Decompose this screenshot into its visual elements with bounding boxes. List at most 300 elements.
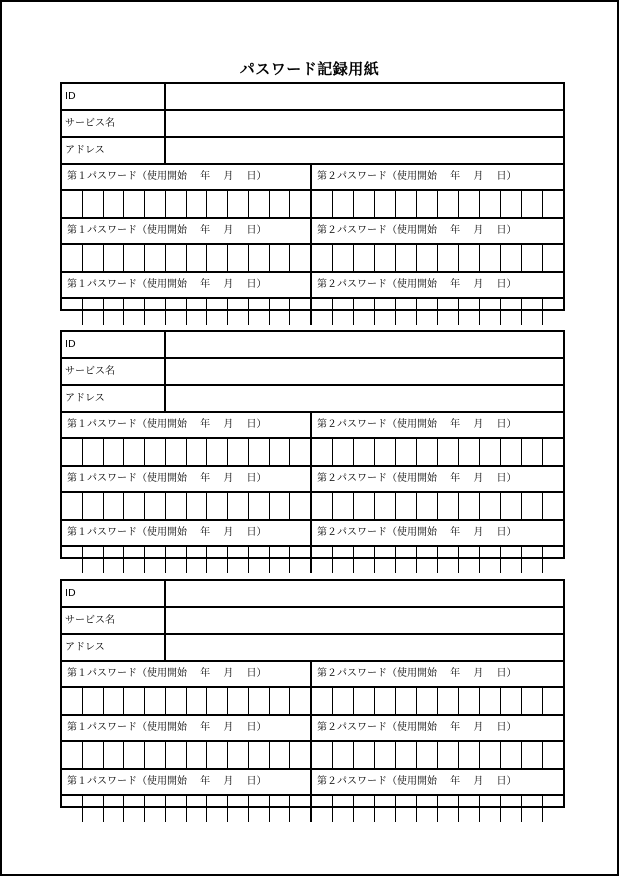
password-char-box[interactable] (249, 796, 270, 822)
password-char-box[interactable] (417, 547, 438, 573)
password-char-box[interactable] (396, 493, 417, 519)
password2-cells (312, 547, 563, 573)
password-char-box[interactable] (501, 245, 522, 271)
password-char-box[interactable] (249, 439, 270, 465)
password1-label: 第１パスワード（使用開始 年 月 日） (62, 219, 312, 243)
password2-cells (312, 299, 563, 325)
password-char-box[interactable] (438, 299, 459, 325)
password-char-box[interactable] (417, 688, 438, 714)
id-label: ID (62, 581, 166, 606)
password-char-box[interactable] (166, 245, 187, 271)
password-char-box[interactable] (62, 245, 83, 271)
password-char-box[interactable] (522, 439, 543, 465)
password-char-box[interactable] (459, 439, 480, 465)
password-char-box[interactable] (207, 245, 228, 271)
address-row (62, 138, 563, 163)
password2-cells (312, 191, 563, 217)
password-char-box[interactable] (354, 688, 375, 714)
password-char-box[interactable] (396, 299, 417, 325)
password-char-box[interactable] (124, 493, 145, 519)
password-char-box[interactable] (145, 439, 166, 465)
password-label-row (62, 521, 563, 545)
password-char-box[interactable] (459, 191, 480, 217)
password-char-box[interactable] (228, 299, 249, 325)
password-char-box[interactable] (270, 688, 291, 714)
password-char-box[interactable] (145, 191, 166, 217)
password2-label: 第２パスワード（使用開始 年 月 日） (317, 171, 517, 182)
password-char-box[interactable] (290, 191, 310, 217)
password1-cells (62, 245, 312, 271)
password-char-box[interactable] (207, 191, 228, 217)
password-char-box[interactable] (228, 493, 249, 519)
password-char-box[interactable] (522, 493, 543, 519)
password-char-box[interactable] (83, 191, 104, 217)
password-char-box[interactable] (62, 439, 83, 465)
password-char-box[interactable] (543, 742, 563, 768)
password-char-box[interactable] (83, 688, 104, 714)
password-cells-row (62, 299, 563, 325)
password1-label: 第１パスワード（使用開始 年 月 日） (62, 165, 312, 189)
password-char-box[interactable] (501, 299, 522, 325)
service-field[interactable] (166, 608, 563, 633)
password-char-box[interactable] (228, 547, 249, 573)
password-char-box[interactable] (207, 299, 228, 325)
password-char-box[interactable] (187, 796, 208, 822)
password-char-box[interactable] (459, 245, 480, 271)
password-char-box[interactable] (459, 299, 480, 325)
password-cells-row (62, 191, 563, 217)
password-char-box[interactable] (396, 191, 417, 217)
password-char-box[interactable] (480, 245, 501, 271)
password-char-box[interactable] (187, 245, 208, 271)
password2-cells (312, 742, 563, 768)
password-char-box[interactable] (333, 547, 354, 573)
password-char-box[interactable] (83, 796, 104, 822)
password-char-box[interactable] (145, 299, 166, 325)
service-field[interactable] (166, 111, 563, 136)
password-char-box[interactable] (522, 688, 543, 714)
password-cells-row (62, 547, 563, 573)
password-char-box[interactable] (480, 439, 501, 465)
password-char-box[interactable] (228, 688, 249, 714)
address-field[interactable] (166, 635, 563, 660)
password-char-box[interactable] (354, 742, 375, 768)
password-char-box[interactable] (249, 547, 270, 573)
password-char-box[interactable] (375, 493, 396, 519)
password-char-box[interactable] (396, 439, 417, 465)
password-char-box[interactable] (83, 742, 104, 768)
password-char-box[interactable] (249, 688, 270, 714)
password-char-box[interactable] (249, 742, 270, 768)
password2-label: 第２パスワード（使用開始 年 月 日） (317, 668, 517, 679)
password-char-box[interactable] (522, 299, 543, 325)
address-row (62, 635, 563, 660)
password-char-box[interactable] (417, 742, 438, 768)
password-char-box[interactable] (396, 547, 417, 573)
password-char-box[interactable] (480, 299, 501, 325)
password-char-box[interactable] (375, 439, 396, 465)
service-label: サービス名 (62, 608, 166, 633)
service-row (62, 359, 563, 384)
password2-label: 第２パスワード（使用開始 年 月 日） (317, 776, 517, 787)
service-label: サービス名 (62, 111, 166, 136)
password-char-box[interactable] (375, 688, 396, 714)
password-char-box[interactable] (249, 299, 270, 325)
service-field[interactable] (166, 359, 563, 384)
service-label: サービス名 (62, 359, 166, 384)
password-char-box[interactable] (522, 796, 543, 822)
password-char-box[interactable] (187, 688, 208, 714)
password-char-box[interactable] (333, 299, 354, 325)
password-char-box[interactable] (354, 547, 375, 573)
password-char-box[interactable] (104, 439, 125, 465)
id-label: ID (62, 84, 166, 109)
password2-label: 第２パスワード（使用開始 年 月 日） (317, 722, 517, 733)
password-char-box[interactable] (543, 796, 563, 822)
record-block (60, 579, 565, 808)
password-char-box[interactable] (438, 191, 459, 217)
password-char-box[interactable] (312, 688, 333, 714)
password-char-box[interactable] (417, 299, 438, 325)
password1-label: 第１パスワード（使用開始 年 月 日） (62, 662, 312, 686)
password-char-box[interactable] (270, 742, 291, 768)
password-char-box[interactable] (543, 688, 563, 714)
password-char-box[interactable] (290, 439, 310, 465)
password1-cells (62, 547, 312, 573)
password-char-box[interactable] (270, 439, 291, 465)
password-char-box[interactable] (187, 439, 208, 465)
password-char-box[interactable] (417, 245, 438, 271)
password-char-box[interactable] (501, 547, 522, 573)
password-char-box[interactable] (145, 796, 166, 822)
sheet-title: パスワード記録用紙 (239, 60, 380, 78)
password-char-box[interactable] (312, 191, 333, 217)
password-label-row (62, 273, 563, 297)
password-char-box[interactable] (522, 191, 543, 217)
password-char-box[interactable] (480, 742, 501, 768)
password-char-box[interactable] (83, 245, 104, 271)
address-label: アドレス (62, 386, 166, 411)
password-char-box[interactable] (459, 742, 480, 768)
password-char-box[interactable] (104, 299, 125, 325)
password2-label: 第２パスワード（使用開始 年 月 日） (317, 527, 517, 538)
service-row (62, 608, 563, 633)
password-char-box[interactable] (270, 493, 291, 519)
password-char-box[interactable] (333, 439, 354, 465)
password-char-box[interactable] (62, 547, 83, 573)
password-char-box[interactable] (249, 493, 270, 519)
password-char-box[interactable] (290, 493, 310, 519)
password-char-box[interactable] (312, 245, 333, 271)
password1-label: 第１パスワード（使用開始 年 月 日） (62, 716, 312, 740)
password-char-box[interactable] (104, 245, 125, 271)
password-char-box[interactable] (228, 439, 249, 465)
password-char-box[interactable] (354, 191, 375, 217)
password-label-row (62, 165, 563, 189)
password2-label: 第２パスワード（使用開始 年 月 日） (317, 419, 517, 430)
password-char-box[interactable] (104, 688, 125, 714)
password-char-box[interactable] (187, 493, 208, 519)
password-char-box[interactable] (438, 742, 459, 768)
password-char-box[interactable] (333, 796, 354, 822)
address-field[interactable] (166, 386, 563, 411)
password-char-box[interactable] (124, 299, 145, 325)
password-char-box[interactable] (270, 245, 291, 271)
password-char-box[interactable] (417, 191, 438, 217)
password-char-box[interactable] (207, 742, 228, 768)
password-char-box[interactable] (145, 493, 166, 519)
password-char-box[interactable] (375, 796, 396, 822)
password-char-box[interactable] (290, 796, 310, 822)
password-cells-row (62, 688, 563, 714)
password-char-box[interactable] (124, 688, 145, 714)
password-cells-row (62, 439, 563, 465)
password-char-box[interactable] (270, 547, 291, 573)
password-char-box[interactable] (290, 547, 310, 573)
password-char-box[interactable] (438, 547, 459, 573)
password-char-box[interactable] (290, 245, 310, 271)
password-char-box[interactable] (290, 299, 310, 325)
password2-cells (312, 796, 563, 822)
password-char-box[interactable] (333, 245, 354, 271)
record-block (60, 82, 565, 311)
password2-cells (312, 245, 563, 271)
password-label-row (62, 716, 563, 740)
password1-cells (62, 688, 312, 714)
password1-label: 第１パスワード（使用開始 年 月 日） (62, 273, 312, 297)
password-char-box[interactable] (333, 742, 354, 768)
id-label: ID (62, 332, 166, 357)
password-char-box[interactable] (124, 439, 145, 465)
address-field[interactable] (166, 138, 563, 163)
password-char-box[interactable] (375, 245, 396, 271)
password1-cells (62, 299, 312, 325)
password-char-box[interactable] (480, 493, 501, 519)
password-char-box[interactable] (207, 439, 228, 465)
password2-label: 第２パスワード（使用開始 年 月 日） (317, 279, 517, 290)
password-char-box[interactable] (207, 493, 228, 519)
password-char-box[interactable] (228, 742, 249, 768)
password-label-row (62, 467, 563, 491)
password-char-box[interactable] (166, 493, 187, 519)
password-char-box[interactable] (459, 493, 480, 519)
password-char-box[interactable] (333, 493, 354, 519)
password-char-box[interactable] (312, 547, 333, 573)
password-char-box[interactable] (417, 796, 438, 822)
password-char-box[interactable] (312, 299, 333, 325)
password-char-box[interactable] (83, 493, 104, 519)
password-char-box[interactable] (104, 493, 125, 519)
password-char-box[interactable] (290, 688, 310, 714)
password-char-box[interactable] (543, 439, 563, 465)
password-char-box[interactable] (522, 245, 543, 271)
password-label-row (62, 413, 563, 437)
password-char-box[interactable] (187, 547, 208, 573)
password-char-box[interactable] (438, 796, 459, 822)
password-char-box[interactable] (249, 245, 270, 271)
password-char-box[interactable] (62, 688, 83, 714)
password2-cells (312, 439, 563, 465)
password1-label: 第１パスワード（使用開始 年 月 日） (62, 521, 312, 545)
password-char-box[interactable] (145, 245, 166, 271)
password-char-box[interactable] (438, 688, 459, 714)
password-char-box[interactable] (104, 191, 125, 217)
password-char-box[interactable] (166, 688, 187, 714)
id-field[interactable] (166, 84, 563, 109)
password-char-box[interactable] (375, 299, 396, 325)
password-char-box[interactable] (459, 796, 480, 822)
password-cells-row (62, 742, 563, 768)
password-char-box[interactable] (62, 493, 83, 519)
password-char-box[interactable] (228, 245, 249, 271)
password2-cells (312, 688, 563, 714)
password-char-box[interactable] (396, 796, 417, 822)
password-char-box[interactable] (543, 547, 563, 573)
password-char-box[interactable] (207, 547, 228, 573)
password-char-box[interactable] (166, 439, 187, 465)
password-label-row (62, 662, 563, 686)
password-label-row (62, 219, 563, 243)
password-char-box[interactable] (543, 191, 563, 217)
password-char-box[interactable] (104, 547, 125, 573)
password1-label: 第１パスワード（使用開始 年 月 日） (62, 413, 312, 437)
id-row (62, 581, 563, 606)
password-char-box[interactable] (543, 299, 563, 325)
password-char-box[interactable] (417, 493, 438, 519)
password-char-box[interactable] (124, 796, 145, 822)
password-char-box[interactable] (228, 796, 249, 822)
password-label-row (62, 770, 563, 794)
password-char-box[interactable] (124, 742, 145, 768)
password-char-box[interactable] (166, 299, 187, 325)
id-field[interactable] (166, 581, 563, 606)
address-row (62, 386, 563, 411)
password-char-box[interactable] (187, 299, 208, 325)
password1-cells (62, 796, 312, 822)
password-char-box[interactable] (480, 547, 501, 573)
password-char-box[interactable] (501, 742, 522, 768)
password-char-box[interactable] (249, 191, 270, 217)
password-char-box[interactable] (438, 245, 459, 271)
password-cells-row (62, 245, 563, 271)
password-char-box[interactable] (166, 547, 187, 573)
password-char-box[interactable] (124, 191, 145, 217)
password-char-box[interactable] (62, 191, 83, 217)
password-char-box[interactable] (312, 493, 333, 519)
password-char-box[interactable] (396, 245, 417, 271)
password-char-box[interactable] (417, 439, 438, 465)
password-char-box[interactable] (522, 742, 543, 768)
password-char-box[interactable] (83, 547, 104, 573)
password-char-box[interactable] (480, 796, 501, 822)
password1-cells (62, 191, 312, 217)
password-cells-row (62, 796, 563, 822)
password-char-box[interactable] (522, 547, 543, 573)
password-char-box[interactable] (459, 547, 480, 573)
password-char-box[interactable] (354, 299, 375, 325)
password-char-box[interactable] (62, 742, 83, 768)
password-char-box[interactable] (187, 742, 208, 768)
password-char-box[interactable] (354, 796, 375, 822)
password-char-box[interactable] (333, 191, 354, 217)
password-char-box[interactable] (375, 547, 396, 573)
password-char-box[interactable] (166, 191, 187, 217)
password1-cells (62, 493, 312, 519)
record-block (60, 330, 565, 559)
password-char-box[interactable] (62, 299, 83, 325)
password-char-box[interactable] (438, 493, 459, 519)
password-char-box[interactable] (480, 688, 501, 714)
password1-cells (62, 742, 312, 768)
password-char-box[interactable] (104, 796, 125, 822)
password-char-box[interactable] (375, 191, 396, 217)
password-char-box[interactable] (501, 493, 522, 519)
password-char-box[interactable] (438, 439, 459, 465)
password-char-box[interactable] (396, 742, 417, 768)
password-char-box[interactable] (207, 688, 228, 714)
password-char-box[interactable] (187, 191, 208, 217)
password-char-box[interactable] (145, 742, 166, 768)
password2-cells (312, 493, 563, 519)
service-row (62, 111, 563, 136)
password-char-box[interactable] (145, 547, 166, 573)
password-char-box[interactable] (270, 796, 291, 822)
password1-cells (62, 439, 312, 465)
password-char-box[interactable] (354, 245, 375, 271)
password-char-box[interactable] (166, 796, 187, 822)
password-char-box[interactable] (270, 191, 291, 217)
password-char-box[interactable] (62, 796, 83, 822)
password-char-box[interactable] (312, 742, 333, 768)
password-char-box[interactable] (83, 299, 104, 325)
id-field[interactable] (166, 332, 563, 357)
password-char-box[interactable] (501, 191, 522, 217)
password-char-box[interactable] (207, 796, 228, 822)
password-char-box[interactable] (354, 493, 375, 519)
password-char-box[interactable] (501, 796, 522, 822)
password-char-box[interactable] (501, 688, 522, 714)
password-char-box[interactable] (290, 742, 310, 768)
password1-label: 第１パスワード（使用開始 年 月 日） (62, 467, 312, 491)
password-cells-row (62, 493, 563, 519)
password-char-box[interactable] (354, 439, 375, 465)
password-char-box[interactable] (124, 547, 145, 573)
id-row (62, 332, 563, 357)
password-char-box[interactable] (124, 245, 145, 271)
password-char-box[interactable] (83, 439, 104, 465)
password-char-box[interactable] (396, 688, 417, 714)
password-char-box[interactable] (480, 191, 501, 217)
password-char-box[interactable] (543, 493, 563, 519)
password-char-box[interactable] (166, 742, 187, 768)
address-label: アドレス (62, 138, 166, 163)
password1-label: 第１パスワード（使用開始 年 月 日） (62, 770, 312, 794)
password-char-box[interactable] (312, 439, 333, 465)
password-char-box[interactable] (104, 742, 125, 768)
password-char-box[interactable] (543, 245, 563, 271)
password-char-box[interactable] (333, 688, 354, 714)
id-row (62, 84, 563, 109)
password-char-box[interactable] (312, 796, 333, 822)
password-char-box[interactable] (501, 439, 522, 465)
password-char-box[interactable] (228, 191, 249, 217)
password2-label: 第２パスワード（使用開始 年 月 日） (317, 473, 517, 484)
password-char-box[interactable] (375, 742, 396, 768)
password-char-box[interactable] (459, 688, 480, 714)
password-char-box[interactable] (270, 299, 291, 325)
password-char-box[interactable] (145, 688, 166, 714)
password2-label: 第２パスワード（使用開始 年 月 日） (317, 225, 517, 236)
